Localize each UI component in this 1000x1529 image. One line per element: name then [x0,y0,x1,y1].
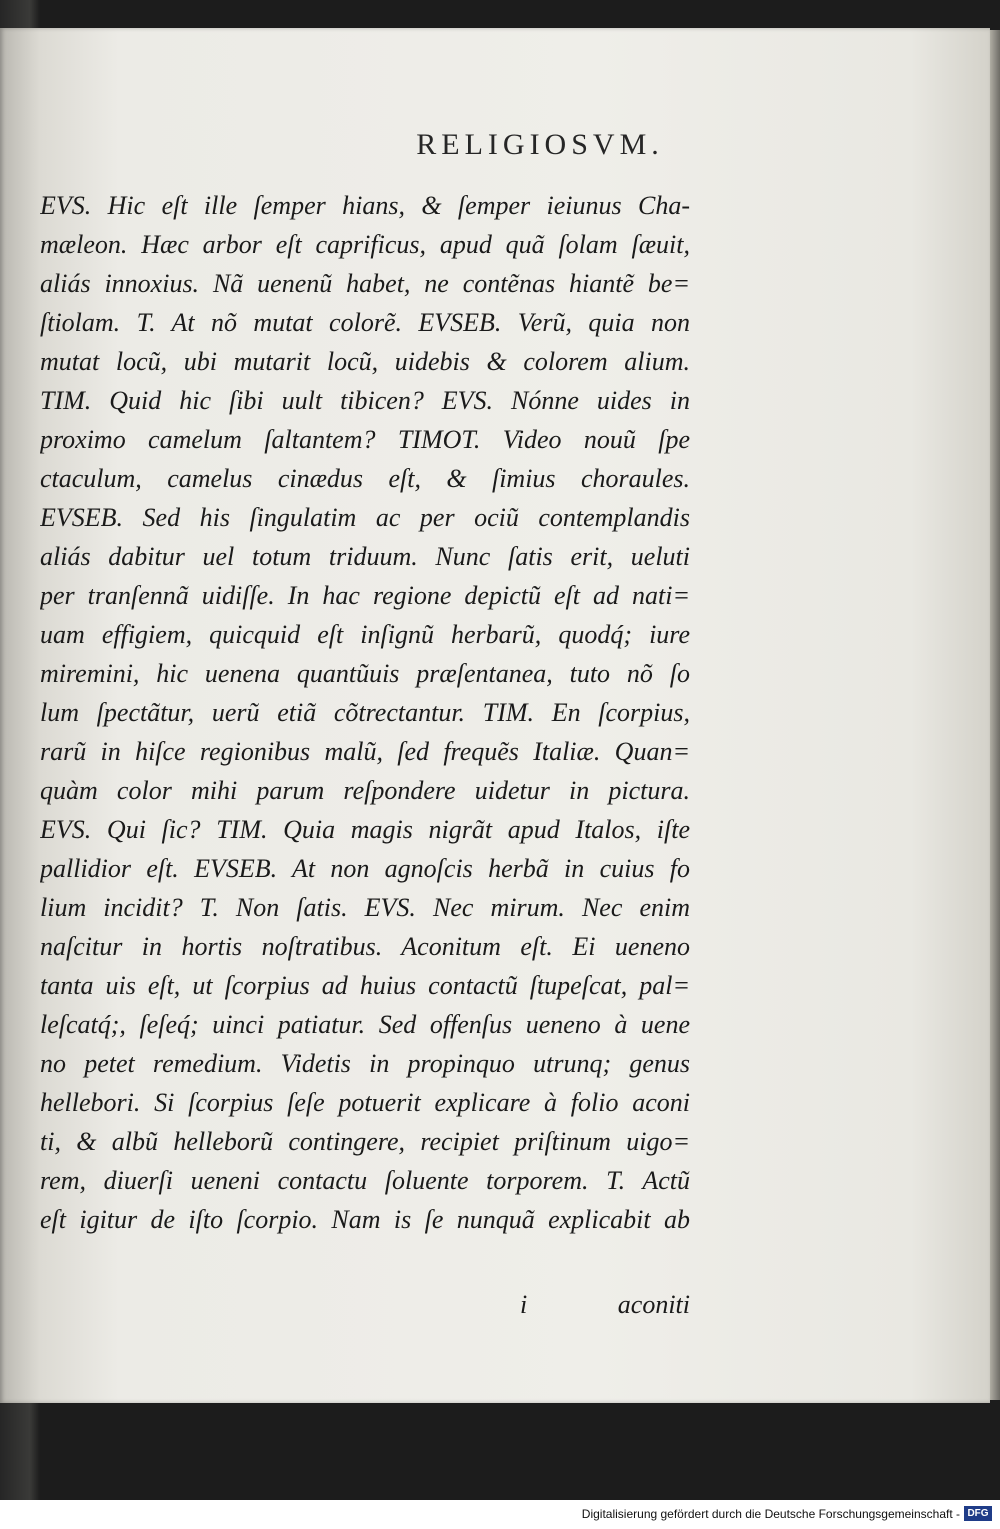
text-line: tanta uis eſt, ut ſcorpius ad huius contactũ ſtupeſcat, pal= [40,971,690,1000]
text-line: uam effigiem, quicquid eſt inſignũ herbarũ, quodq́; iure [40,620,690,649]
text-line: TIM. Quid hic ſibi uult tibicen? EVS. Nónne uides in [40,386,690,415]
running-head: RELIGIOSVM. [416,128,664,161]
text-line: EVS. Hic eſt ille ſemper hians, & ſemper ieiunus Cha- [40,191,690,220]
text-line: proximo camelum ſaltantem? TIMOT. Video nouũ ſpe [40,425,690,454]
text-line: ſtiolam. T. At nõ mutat colorẽ. EVSEB. Verũ, quia non [40,308,690,337]
text-line: mutat locũ, ubi mutarit locũ, uidebis & colorem alium. [40,347,690,376]
text-line: EVS. Qui ſic? TIM. Quia magis nigrãt apud Italos, iſte [40,815,690,844]
catchword: aconiti [617,1290,690,1319]
text-line: EVSEB. Sed his ſingulatim ac per ociũ contemplandis [40,503,690,532]
text-line: aliás dabitur uel totum triduum. Nunc ſatis erit, ueluti [40,542,690,571]
text-line: no petet remedium. Videtis in propinquo utrunq; genus [40,1049,690,1078]
text-line: aliás innoxius. Nã uenenũ habet, ne contẽnas hiantẽ be= [40,269,690,298]
text-line: quàm color mihi parum reſpondere uidetur in pictura. [40,776,690,805]
text-line: eſt igitur de iſto ſcorpio. Nam is ſe nunquã explicabit ab [40,1205,690,1234]
text-line: naſcitur in hortis noſtratibus. Aconitum eſt. Ei ueneno [40,932,690,961]
text-line: lium incidit? T. Non ſatis. EVS. Nec mirum. Nec enim [40,893,690,922]
text-line: hellebori. Si ſcorpius ſeſe potuerit explicare à folio aconi [40,1088,690,1117]
book-page [0,28,990,1403]
text-line: pallidior eſt. EVSEB. At non agnoſcis herbã in cuius fo [40,854,690,883]
dfg-logo-icon: DFG [964,1506,992,1521]
text-line: rem, diuerſi ueneni contactu ſoluente torporem. T. Actũ [40,1166,690,1195]
funding-credit: Digitalisierung gefördert durch die Deutsche Forschungsgemeinschaft - [581,1507,960,1521]
text-line: lum ſpectãtur, uerũ etiã cõtrectantur. TIM. En ſcorpius, [40,698,690,727]
text-line: leſcatq́;, ſeſeq́; uinci patiatur. Sed offenſus ueneno à uene [40,1010,690,1039]
text-line: miremini, hic uenena quantũuis præſentanea, tuto nõ ſo [40,659,690,688]
text-line: ctaculum, camelus cinædus eſt, & ſimius choraules. [40,464,690,493]
text-line: per tranſennã uidiſſe. In hac regione depictũ eſt ad nati= [40,581,690,610]
signature-mark: i [520,1290,528,1319]
text-line: rarũ in hiſce regionibus malũ, ſed frequẽs Italiæ. Quan= [40,737,690,766]
credit-bar [0,1500,1000,1529]
page-body [40,186,690,1239]
text-line: mæleon. Hæc arbor eſt caprificus, apud quã ſolam ſæuit, [40,230,690,259]
page-footer [40,1290,690,1330]
text-line: ti, & albũ helleborũ contingere, recipiet priſtinum uigo= [40,1127,690,1156]
